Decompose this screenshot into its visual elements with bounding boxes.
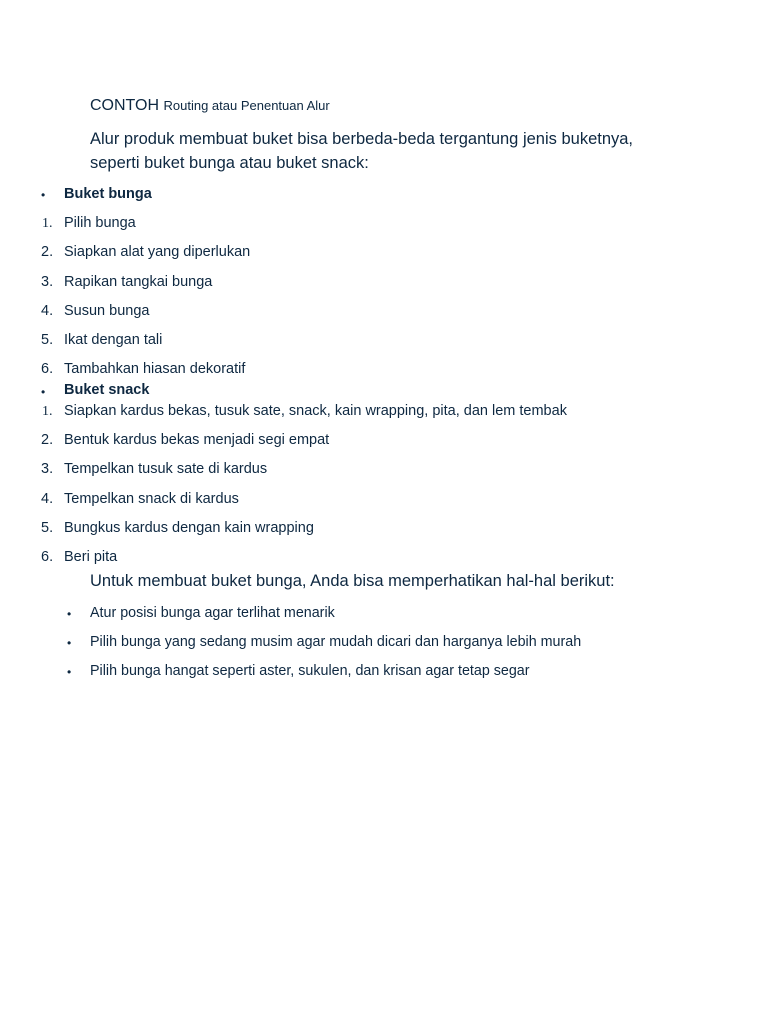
step-number: 1. bbox=[42, 216, 53, 231]
step-text: Bungkus kardus dengan kain wrapping bbox=[64, 520, 314, 536]
step-number: 6. bbox=[41, 361, 54, 377]
step-text: Tempelkan snack di kardus bbox=[64, 491, 239, 507]
intro-line-1: Alur produk membuat buket bisa berbeda-beda tergantung jenis buketnya, bbox=[90, 130, 634, 148]
section-bullet: • bbox=[41, 385, 46, 399]
step-number: 2. bbox=[41, 244, 54, 260]
step-number: 5. bbox=[41, 332, 54, 348]
tip-bullet: • bbox=[67, 636, 72, 650]
step-number: 4. bbox=[41, 303, 54, 319]
step-text: Susun bunga bbox=[64, 303, 150, 319]
step-text: Ikat dengan tali bbox=[64, 332, 163, 348]
step-number: 2. bbox=[41, 432, 54, 448]
section-heading-buket-snack: Buket snack bbox=[64, 382, 150, 398]
document-title bbox=[90, 97, 330, 115]
step-number: 3. bbox=[41, 274, 54, 290]
step-number: 4. bbox=[41, 491, 54, 507]
step-number: 5. bbox=[41, 520, 54, 536]
tip-item: Pilih bunga yang sedang musim agar mudah dicari dan harganya lebih murah bbox=[90, 634, 582, 650]
tip-item: Pilih bunga hangat seperti aster, sukulen, dan krisan agar tetap segar bbox=[90, 663, 530, 679]
section-heading-buket-bunga: Buket bunga bbox=[64, 186, 152, 202]
step-text: Tambahkan hiasan dekoratif bbox=[64, 361, 246, 377]
step-number: 3. bbox=[41, 461, 54, 477]
tips-heading: Untuk membuat buket bunga, Anda bisa memperhatikan hal-hal berikut: bbox=[90, 572, 615, 590]
tip-bullet: • bbox=[67, 665, 72, 679]
section-bullet: • bbox=[41, 188, 46, 202]
step-text: Bentuk kardus bekas menjadi segi empat bbox=[64, 432, 330, 448]
tip-bullet: • bbox=[67, 607, 72, 621]
intro-line-2: seperti buket bunga atau buket snack: bbox=[90, 154, 369, 172]
step-number: 6. bbox=[41, 549, 54, 565]
step-text: Tempelkan tusuk sate di kardus bbox=[64, 461, 268, 477]
step-text: Rapikan tangkai bunga bbox=[64, 274, 213, 290]
step-text: Pilih bunga bbox=[64, 215, 136, 231]
step-text: Siapkan kardus bekas, tusuk sate, snack, kain wrapping, pita, dan lem tembak bbox=[64, 403, 567, 419]
step-text: Beri pita bbox=[64, 549, 118, 565]
step-text: Siapkan alat yang diperlukan bbox=[64, 244, 251, 260]
title-main: CONTOH bbox=[90, 97, 160, 114]
step-number: 1. bbox=[42, 404, 53, 419]
tip-item: Atur posisi bunga agar terlihat menarik bbox=[90, 605, 335, 621]
title-sub: Routing atau Penentuan Alur bbox=[163, 98, 330, 113]
